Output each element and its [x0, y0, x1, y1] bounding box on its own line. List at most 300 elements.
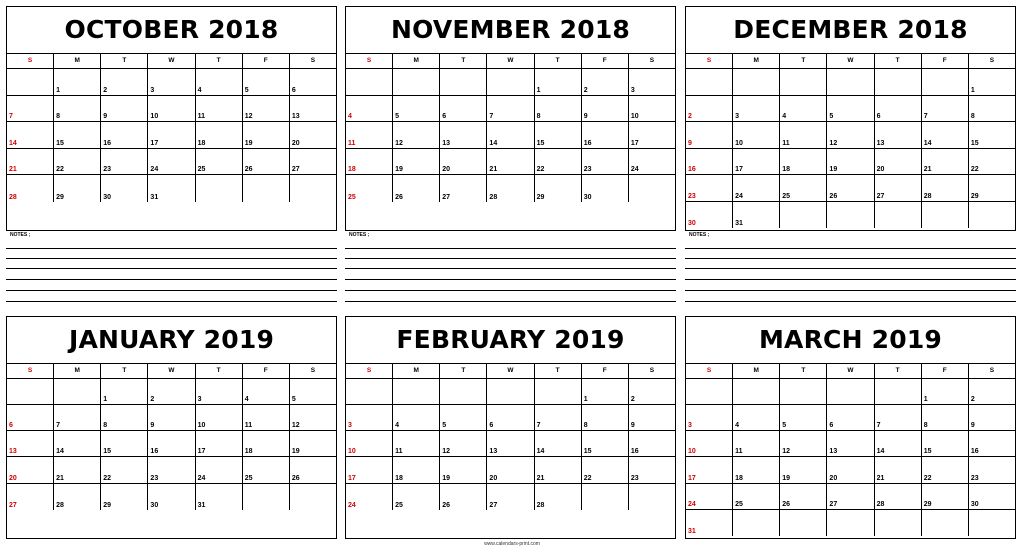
calendar-grid: [7, 363, 336, 510]
day-cell: [629, 69, 675, 95]
day-cell: [346, 175, 393, 202]
day-cell: [440, 457, 487, 482]
day-number: 20: [876, 166, 885, 173]
day-number: 3: [150, 86, 155, 94]
weekday-label: W: [148, 363, 195, 378]
day-number: 30: [970, 500, 979, 508]
weekday-label: S: [7, 53, 54, 68]
weekday-label: W: [487, 53, 534, 68]
weekday-label: F: [243, 363, 290, 378]
day-cell: [827, 96, 874, 122]
day-number: 2: [970, 396, 975, 404]
day-cell: [969, 405, 1015, 430]
day-number: 12: [782, 448, 791, 456]
day-cell: [827, 122, 874, 148]
day-cell: [535, 484, 582, 510]
weekday-label: T: [101, 363, 148, 378]
day-cell: [922, 149, 969, 175]
day-cell: [582, 122, 629, 148]
day-number: 15: [923, 448, 932, 456]
weekday-header: [346, 53, 675, 69]
day-cell: [582, 175, 629, 202]
day-cell: [290, 122, 336, 148]
day-number: 11: [244, 422, 253, 430]
day-cell: [54, 405, 101, 430]
day-number: 24: [688, 500, 696, 508]
week-row: [7, 122, 336, 149]
day-number: 9: [630, 422, 635, 430]
weekday-label: W: [148, 53, 195, 68]
day-number: 18: [782, 166, 791, 173]
day-cell: [440, 149, 487, 175]
day-cell: [922, 202, 969, 229]
week-row: [686, 175, 1015, 202]
day-cell: [148, 175, 195, 202]
day-cell: [54, 379, 101, 404]
notes-line: [685, 279, 1016, 280]
day-cell: [440, 379, 487, 404]
day-number: 22: [970, 166, 979, 173]
day-number: 12: [829, 139, 838, 147]
day-number: 26: [291, 474, 300, 482]
day-number: 9: [150, 422, 155, 430]
day-cell: [629, 431, 675, 456]
day-cell: [535, 122, 582, 148]
notes-line: [6, 279, 337, 280]
day-cell: [243, 457, 290, 482]
day-cell: [875, 96, 922, 122]
day-number: 31: [735, 220, 743, 227]
day-cell: [101, 122, 148, 148]
week-row: [686, 69, 1015, 96]
day-number: 4: [735, 422, 740, 430]
month-calendar: [685, 6, 1016, 231]
day-cell: [243, 431, 290, 456]
day-cell: [487, 457, 534, 482]
day-cell: [780, 122, 827, 148]
day-number: 13: [9, 448, 17, 456]
notes-line: [685, 301, 1016, 302]
day-number: 20: [489, 474, 498, 482]
day-cell: [346, 379, 393, 404]
day-cell: [440, 96, 487, 122]
day-cell: [54, 457, 101, 482]
day-number: 22: [56, 166, 64, 173]
weekday-label: M: [393, 53, 440, 68]
day-cell: [487, 484, 534, 510]
weekday-label: T: [101, 53, 148, 68]
day-cell: [148, 431, 195, 456]
day-cell: [7, 149, 54, 175]
day-number: 20: [829, 474, 838, 482]
day-number: 2: [688, 113, 692, 120]
day-number: 23: [630, 474, 639, 482]
day-cell: [7, 405, 54, 430]
day-cell: [582, 431, 629, 456]
day-number: 12: [244, 113, 253, 120]
day-number: 18: [735, 474, 743, 482]
day-cell: [733, 122, 780, 148]
day-number: 17: [735, 166, 743, 173]
day-cell: [290, 431, 336, 456]
day-cell: [393, 379, 440, 404]
day-number: 30: [150, 501, 159, 509]
day-cell: [629, 379, 675, 404]
weekday-label: S: [310, 367, 316, 374]
weekday-label: M: [54, 363, 101, 378]
notes-line: [345, 301, 676, 302]
day-cell: [733, 175, 780, 201]
weekday-label: F: [582, 363, 629, 378]
day-number: 17: [150, 139, 159, 147]
day-cell: [827, 457, 874, 482]
day-cell: [582, 149, 629, 175]
day-number: 22: [103, 474, 112, 482]
day-number: 6: [489, 422, 494, 430]
day-number: 22: [536, 166, 545, 173]
month-calendar: [345, 316, 676, 539]
day-number: 16: [688, 166, 696, 173]
calendar-grid: [346, 53, 675, 202]
day-number: 18: [244, 448, 253, 456]
day-number: 25: [244, 474, 253, 482]
day-cell: [487, 122, 534, 148]
day-cell: [733, 405, 780, 430]
weekday-label: S: [310, 57, 316, 64]
week-row: [346, 457, 675, 483]
day-cell: [733, 202, 780, 229]
day-cell: [875, 175, 922, 201]
day-number: 4: [782, 113, 787, 120]
day-cell: [7, 122, 54, 148]
day-number: 26: [244, 166, 253, 173]
day-cell: [827, 484, 874, 509]
day-number: 4: [244, 396, 249, 404]
weekday-label: S: [649, 57, 655, 64]
day-number: 6: [291, 86, 296, 94]
day-number: 3: [348, 422, 352, 430]
day-cell: [440, 175, 487, 202]
weekday-label: T: [196, 53, 243, 68]
day-cell: [487, 431, 534, 456]
day-cell: [686, 175, 733, 201]
week-row: [686, 405, 1015, 431]
day-number: 8: [536, 113, 541, 120]
day-number: 29: [103, 501, 112, 509]
day-number: 19: [244, 139, 253, 147]
day-number: 16: [630, 448, 639, 456]
notes-label: NOTES ;: [689, 232, 710, 238]
day-number: 17: [197, 448, 206, 456]
day-cell: [875, 510, 922, 536]
day-cell: [243, 175, 290, 202]
day-cell: [582, 484, 629, 510]
day-cell: [196, 96, 243, 122]
week-row: [686, 510, 1015, 536]
day-cell: [686, 484, 733, 509]
day-cell: [922, 457, 969, 482]
day-cell: [393, 431, 440, 456]
day-number: 21: [489, 166, 498, 173]
day-number: 21: [876, 474, 885, 482]
day-cell: [629, 457, 675, 482]
day-number: 13: [291, 113, 300, 120]
weekday-label: F: [922, 363, 969, 378]
day-cell: [290, 457, 336, 482]
day-number: 19: [829, 166, 838, 173]
day-number: 18: [197, 139, 206, 147]
week-row: [7, 175, 336, 202]
day-cell: [733, 149, 780, 175]
weekday-label: S: [686, 53, 733, 68]
day-cell: [54, 122, 101, 148]
notes-line: [685, 268, 1016, 269]
day-cell: [487, 69, 534, 95]
day-cell: [243, 484, 290, 510]
day-number: 10: [348, 448, 356, 456]
day-cell: [780, 510, 827, 536]
day-number: 2: [583, 86, 588, 94]
day-cell: [875, 202, 922, 229]
day-cell: [535, 457, 582, 482]
week-row: [686, 379, 1015, 405]
day-cell: [875, 149, 922, 175]
week-row: [686, 457, 1015, 483]
day-cell: [922, 122, 969, 148]
week-row: [686, 149, 1015, 176]
weekday-header: [7, 363, 336, 379]
week-row: [346, 405, 675, 431]
day-number: 7: [923, 113, 928, 120]
day-cell: [440, 431, 487, 456]
day-cell: [629, 96, 675, 122]
day-number: 27: [876, 192, 885, 200]
day-number: 9: [970, 422, 975, 430]
day-cell: [686, 202, 733, 229]
day-cell: [243, 69, 290, 95]
month-calendar: [6, 6, 337, 231]
day-cell: [875, 431, 922, 456]
weekday-header: [686, 363, 1015, 379]
day-number: 31: [150, 193, 159, 201]
day-number: 26: [442, 501, 451, 509]
week-row: [686, 122, 1015, 149]
day-cell: [7, 379, 54, 404]
day-number: 19: [395, 166, 403, 173]
weekday-label: T: [440, 53, 487, 68]
day-cell: [54, 69, 101, 95]
day-cell: [243, 405, 290, 430]
day-number: 25: [395, 501, 403, 509]
weekday-label: W: [827, 363, 874, 378]
day-cell: [686, 379, 733, 404]
notes-label: NOTES ;: [349, 232, 370, 238]
day-cell: [922, 69, 969, 95]
day-number: 1: [970, 86, 975, 94]
day-number: 8: [103, 422, 108, 430]
day-cell: [290, 96, 336, 122]
day-cell: [290, 149, 336, 175]
day-cell: [487, 405, 534, 430]
day-number: 26: [782, 500, 791, 508]
day-number: 1: [56, 86, 61, 94]
day-number: 29: [536, 193, 545, 201]
day-number: 25: [197, 166, 206, 173]
day-number: 6: [876, 113, 881, 120]
day-number: 27: [9, 501, 17, 509]
day-cell: [101, 96, 148, 122]
day-number: 15: [536, 139, 545, 147]
week-row: [7, 484, 336, 510]
week-row: [7, 405, 336, 431]
day-number: 15: [103, 448, 112, 456]
notes-line: [685, 258, 1016, 259]
week-row: [346, 122, 675, 149]
day-cell: [535, 149, 582, 175]
month-calendar: [6, 316, 337, 539]
day-cell: [243, 96, 290, 122]
day-cell: [346, 431, 393, 456]
day-number: 14: [923, 139, 932, 147]
month-title: MARCH 2019: [686, 317, 1015, 364]
day-number: 28: [876, 500, 885, 508]
day-cell: [196, 122, 243, 148]
day-number: 13: [876, 139, 885, 147]
day-cell: [733, 379, 780, 404]
day-number: 9: [583, 113, 588, 120]
day-cell: [101, 175, 148, 202]
day-cell: [686, 96, 733, 122]
month-title: DECEMBER 2018: [686, 7, 1015, 54]
day-cell: [393, 175, 440, 202]
day-cell: [346, 405, 393, 430]
week-row: [346, 379, 675, 405]
calendar-grid: [686, 53, 1015, 228]
day-cell: [686, 69, 733, 95]
day-number: 10: [688, 448, 696, 456]
day-cell: [629, 122, 675, 148]
day-cell: [196, 405, 243, 430]
day-cell: [686, 457, 733, 482]
day-number: 10: [197, 422, 206, 430]
day-number: 23: [688, 192, 696, 200]
day-number: 11: [735, 448, 743, 456]
day-number: 6: [442, 113, 447, 120]
day-number: 3: [735, 113, 740, 120]
weekday-label: T: [875, 53, 922, 68]
month-title: FEBRUARY 2019: [346, 317, 675, 364]
day-number: 28: [536, 501, 545, 509]
day-cell: [7, 484, 54, 510]
day-number: 16: [150, 448, 159, 456]
day-cell: [875, 379, 922, 404]
day-cell: [393, 484, 440, 510]
day-cell: [780, 431, 827, 456]
day-cell: [582, 96, 629, 122]
notes-line: [685, 290, 1016, 291]
day-cell: [535, 431, 582, 456]
day-cell: [686, 431, 733, 456]
day-cell: [346, 484, 393, 510]
day-cell: [780, 149, 827, 175]
day-cell: [148, 405, 195, 430]
day-number: 24: [735, 192, 743, 200]
day-cell: [535, 405, 582, 430]
day-cell: [629, 484, 675, 510]
notes-line: [345, 290, 676, 291]
calendar-grid: [7, 53, 336, 202]
day-cell: [243, 379, 290, 404]
day-number: 26: [829, 192, 838, 200]
day-cell: [686, 149, 733, 175]
week-row: [686, 484, 1015, 510]
day-cell: [827, 175, 874, 201]
day-cell: [101, 379, 148, 404]
day-number: 23: [103, 166, 112, 173]
day-number: 17: [348, 474, 356, 482]
day-cell: [440, 484, 487, 510]
notes-line: [685, 248, 1016, 249]
day-cell: [290, 175, 336, 202]
day-cell: [54, 96, 101, 122]
day-cell: [875, 122, 922, 148]
day-number: 10: [630, 113, 639, 120]
day-cell: [827, 379, 874, 404]
day-cell: [290, 69, 336, 95]
day-number: 5: [244, 86, 249, 94]
day-cell: [535, 379, 582, 404]
weekday-label: S: [649, 367, 655, 374]
weekday-label: S: [686, 363, 733, 378]
day-cell: [346, 457, 393, 482]
day-cell: [922, 96, 969, 122]
weekday-label: M: [733, 53, 780, 68]
notes-label: NOTES ;: [10, 232, 31, 238]
day-number: 12: [395, 139, 403, 147]
day-cell: [969, 484, 1015, 509]
day-number: 19: [291, 448, 300, 456]
day-cell: [487, 149, 534, 175]
day-number: 15: [56, 139, 64, 147]
day-number: 27: [829, 500, 838, 508]
month-title: OCTOBER 2018: [7, 7, 336, 54]
week-row: [7, 69, 336, 96]
day-number: 29: [923, 500, 932, 508]
day-cell: [733, 457, 780, 482]
day-number: 1: [583, 396, 588, 404]
calendar-grid: [686, 363, 1015, 536]
day-number: 1: [923, 396, 928, 404]
day-cell: [101, 149, 148, 175]
day-cell: [733, 510, 780, 536]
day-cell: [393, 122, 440, 148]
day-cell: [346, 149, 393, 175]
day-number: 3: [688, 422, 692, 430]
day-cell: [875, 405, 922, 430]
day-number: 11: [197, 113, 205, 120]
day-number: 8: [583, 422, 588, 430]
day-number: 14: [489, 139, 498, 147]
day-number: 13: [489, 448, 498, 456]
day-cell: [922, 510, 969, 536]
day-cell: [290, 484, 336, 510]
day-cell: [733, 96, 780, 122]
day-cell: [440, 405, 487, 430]
day-cell: [101, 457, 148, 482]
day-cell: [629, 405, 675, 430]
notes-line: [6, 248, 337, 249]
day-number: 5: [442, 422, 447, 430]
